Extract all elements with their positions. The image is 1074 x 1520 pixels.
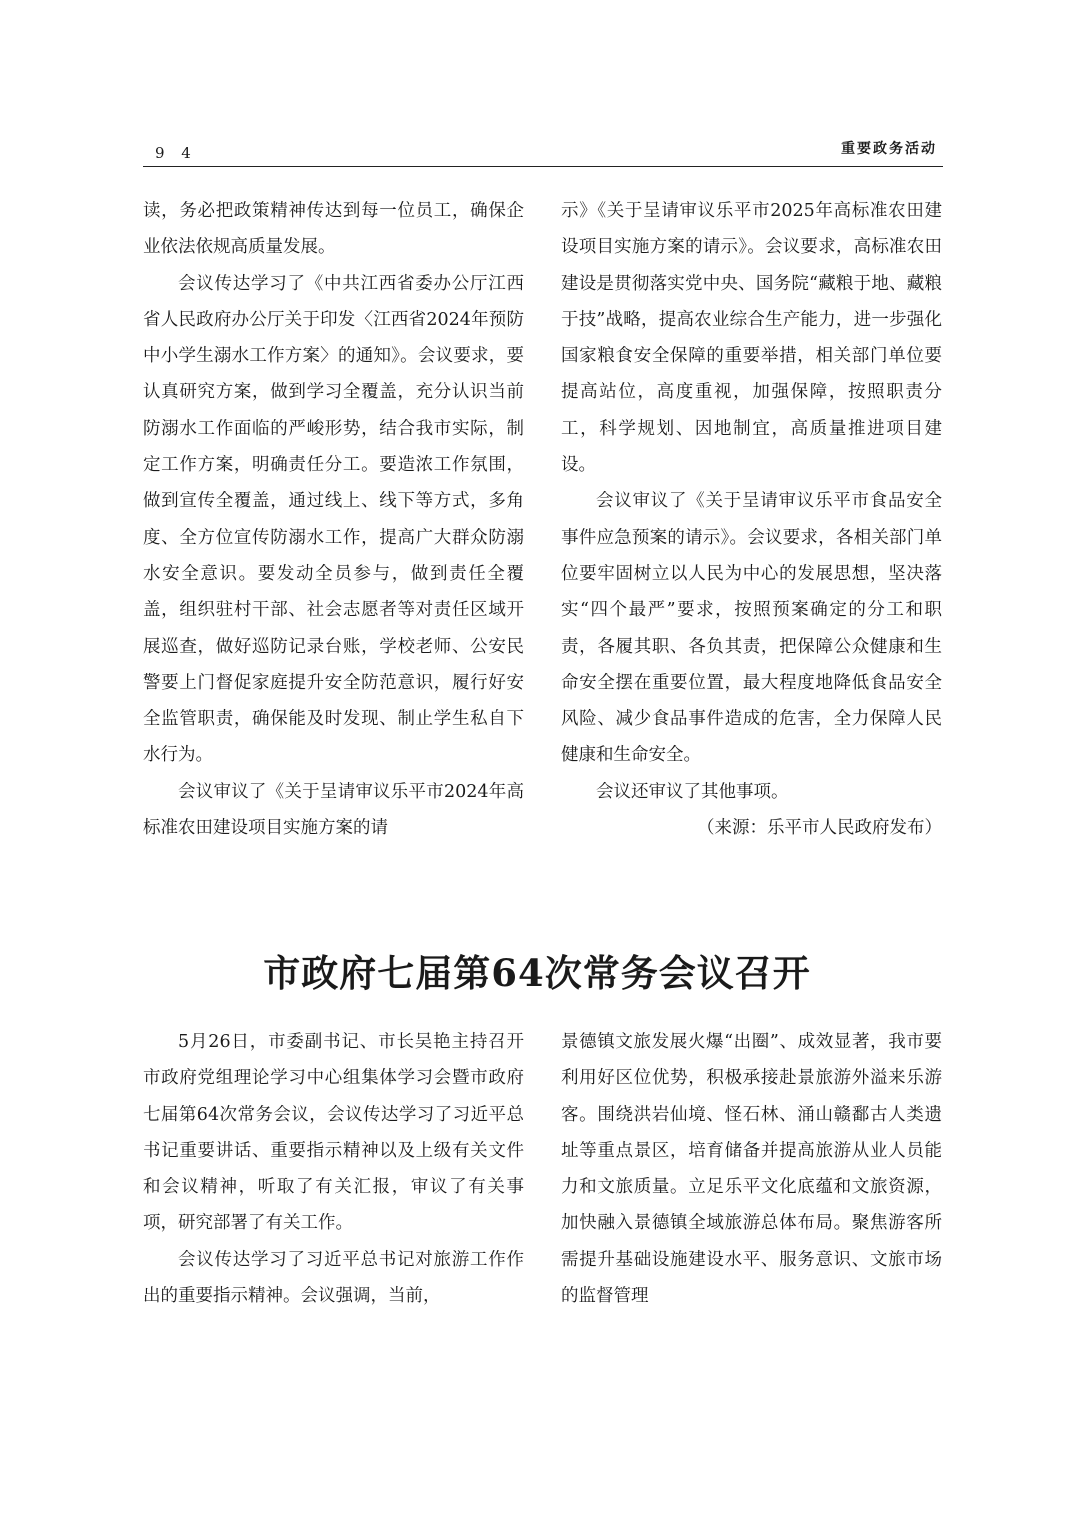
page-number: 9 4 <box>155 144 197 162</box>
article-title: 市政府七届第64次常务会议召开 <box>263 950 811 995</box>
paragraph: 会议传达学习了习近平总书记对旅游工作作出的重要指示精神。会议强调，当前， <box>143 1249 524 1307</box>
article-right-column <box>561 1024 942 1314</box>
page-header <box>143 134 943 167</box>
prev-article-right-column <box>561 193 942 846</box>
paragraph: 读，务必把政策精神传达到每一位员工，确保企业依法依规高质量发展。 <box>143 201 524 258</box>
source-attribution: （来源：乐平市人民政府发布） <box>697 818 942 839</box>
paragraph: 示》《关于呈请审议乐平市2025年高标准农田建设项目实施方案的请示》。会议要求，高标准农田建设是贯彻落实党中央、国务院“藏粮于地、藏粮于技”战略，提高农业综合生产能力，进一步强化国家粮食安全保障的重要举措，相关部门单位要提高站位，高度重视，加强保障，按照职责分工，科学规划、因地制宜，高质量推进项目建设。 <box>561 201 942 476</box>
article-left-column <box>143 1024 524 1314</box>
paragraph: 景德镇文旅发展火爆“出圈”、成效显著，我市要利用好区位优势，积极承接赴景旅游外溢来乐游客。围绕洪岩仙境、怪石林、涌山赣鄱古人类遗址等重点景区，培育储备并提高旅游从业人员能力和文旅质量。立足乐平文化底蕴和文旅资源，加快融入景德镇全域旅游总体布局。聚焦游客所需提升基础设施建设水平、服务意识、文旅市场的监督管理 <box>561 1032 942 1307</box>
section-title: 重要政务活动 <box>841 141 937 157</box>
paragraph: 5月26日，市委副书记、市长吴艳主持召开市政府党组理论学习中心组集体学习会暨市政府七届第64次常务会议，会议传达学习了习近平总书记重要讲话、重要指示精神以及上级有关文件和会议精神，听取了有关汇报，审议了有关事项，研究部署了有关工作。 <box>143 1032 524 1234</box>
prev-article-left-column <box>143 193 524 846</box>
paragraph: 会议还审议了其他事项。 <box>596 781 789 802</box>
paragraph: 会议审议了《关于呈请审议乐平市2024年高标准农田建设项目实施方案的请 <box>143 781 524 839</box>
paragraph: 会议审议了《关于呈请审议乐平市食品安全事件应急预案的请示》。会议要求，各相关部门单位要牢固树立以人民为中心的发展思想，坚决落实“四个最严”要求，按照预案确定的分工和职责，各履其职、各负其责，把保障公众健康和生命安全摆在重要位置，最大程度地降低食品安全风险、减少食品事件造成的危害，全力保障人民健康和生命安全。 <box>561 491 942 766</box>
paragraph: 会议传达学习了《中共江西省委办公厅江西省人民政府办公厅关于印发〈江西省2024年预防中小学生溺水工作方案〉的通知》。会议要求，要认真研究方案，做到学习全覆盖，充分认识当前防溺水工作面临的严峻形势，结合我市实际，制定工作方案，明确责任分工。要造浓工作氛围，做到宣传全覆盖，通过线上、线下等方式，多角度、全方位宣传防溺水工作，提高广大群众防溺水安全意识。要发动全员参与，做到责任全覆盖，组织驻村干部、社会志愿者等对责任区域开展巡查，做好巡防记录台账，学校老师、公安民警要上门督促家庭提升安全防范意识，履行好安全监管职责，确保能及时发现、制止学生私自下水行为。 <box>143 273 524 766</box>
